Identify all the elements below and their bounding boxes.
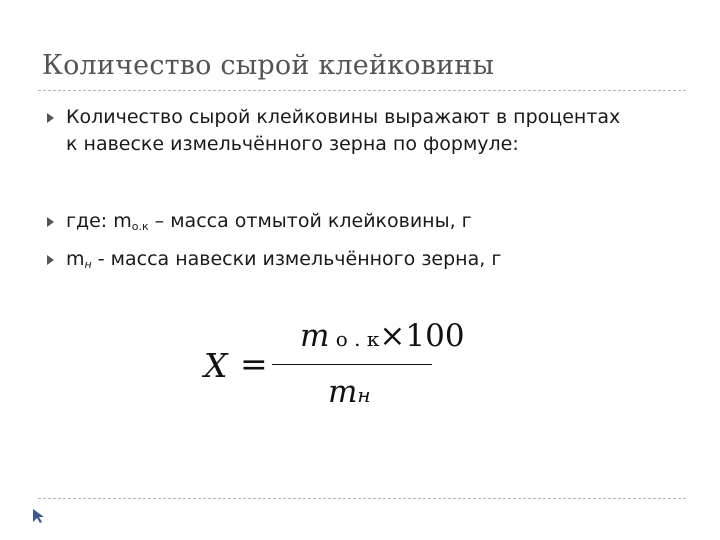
- bullet-text-line-1: Количество сырой клейковины выражают в процентах: [66, 106, 621, 128]
- formula-den-m: m: [328, 374, 358, 410]
- formula-times: ×: [379, 318, 406, 354]
- formula-den-subscript: н: [357, 383, 371, 407]
- subscript: н: [84, 258, 92, 271]
- bullet-text-prefix: m: [66, 248, 85, 270]
- formula: [200, 318, 465, 418]
- formula-denominator: [328, 374, 371, 410]
- fraction-bar: [272, 364, 432, 365]
- triangle-right-icon: [47, 113, 54, 123]
- bullet-text-suffix: – масса отмытой клейковины, г: [148, 210, 472, 232]
- footer-divider: [38, 498, 686, 499]
- bullet-text-line-2: к навеске измельчённого зерна по формуле:: [66, 133, 519, 155]
- formula-numerator: [300, 318, 465, 354]
- bullet-item: [47, 104, 677, 158]
- formula-equals: =: [240, 344, 268, 383]
- navigation-arrow-icon[interactable]: [30, 508, 46, 524]
- formula-lhs: X: [204, 346, 228, 385]
- title-divider: [38, 90, 686, 91]
- formula-num-subscript: о . к: [329, 327, 380, 351]
- bullet-text: [66, 208, 677, 240]
- bullet-item: [47, 246, 677, 278]
- triangle-right-icon: [47, 255, 54, 265]
- subscript: о.к: [131, 220, 149, 233]
- bullet-text-suffix: - масса навески измельчённого зерна, г: [91, 248, 502, 270]
- slide-title: Количество сырой клейковины: [42, 50, 495, 81]
- triangle-right-icon: [47, 217, 54, 227]
- bullet-text-prefix: где: m: [66, 210, 132, 232]
- bullet-item: [47, 208, 677, 240]
- bullet-text: [66, 246, 677, 278]
- formula-num-m: m: [300, 318, 330, 354]
- formula-num-value: 100: [405, 318, 465, 354]
